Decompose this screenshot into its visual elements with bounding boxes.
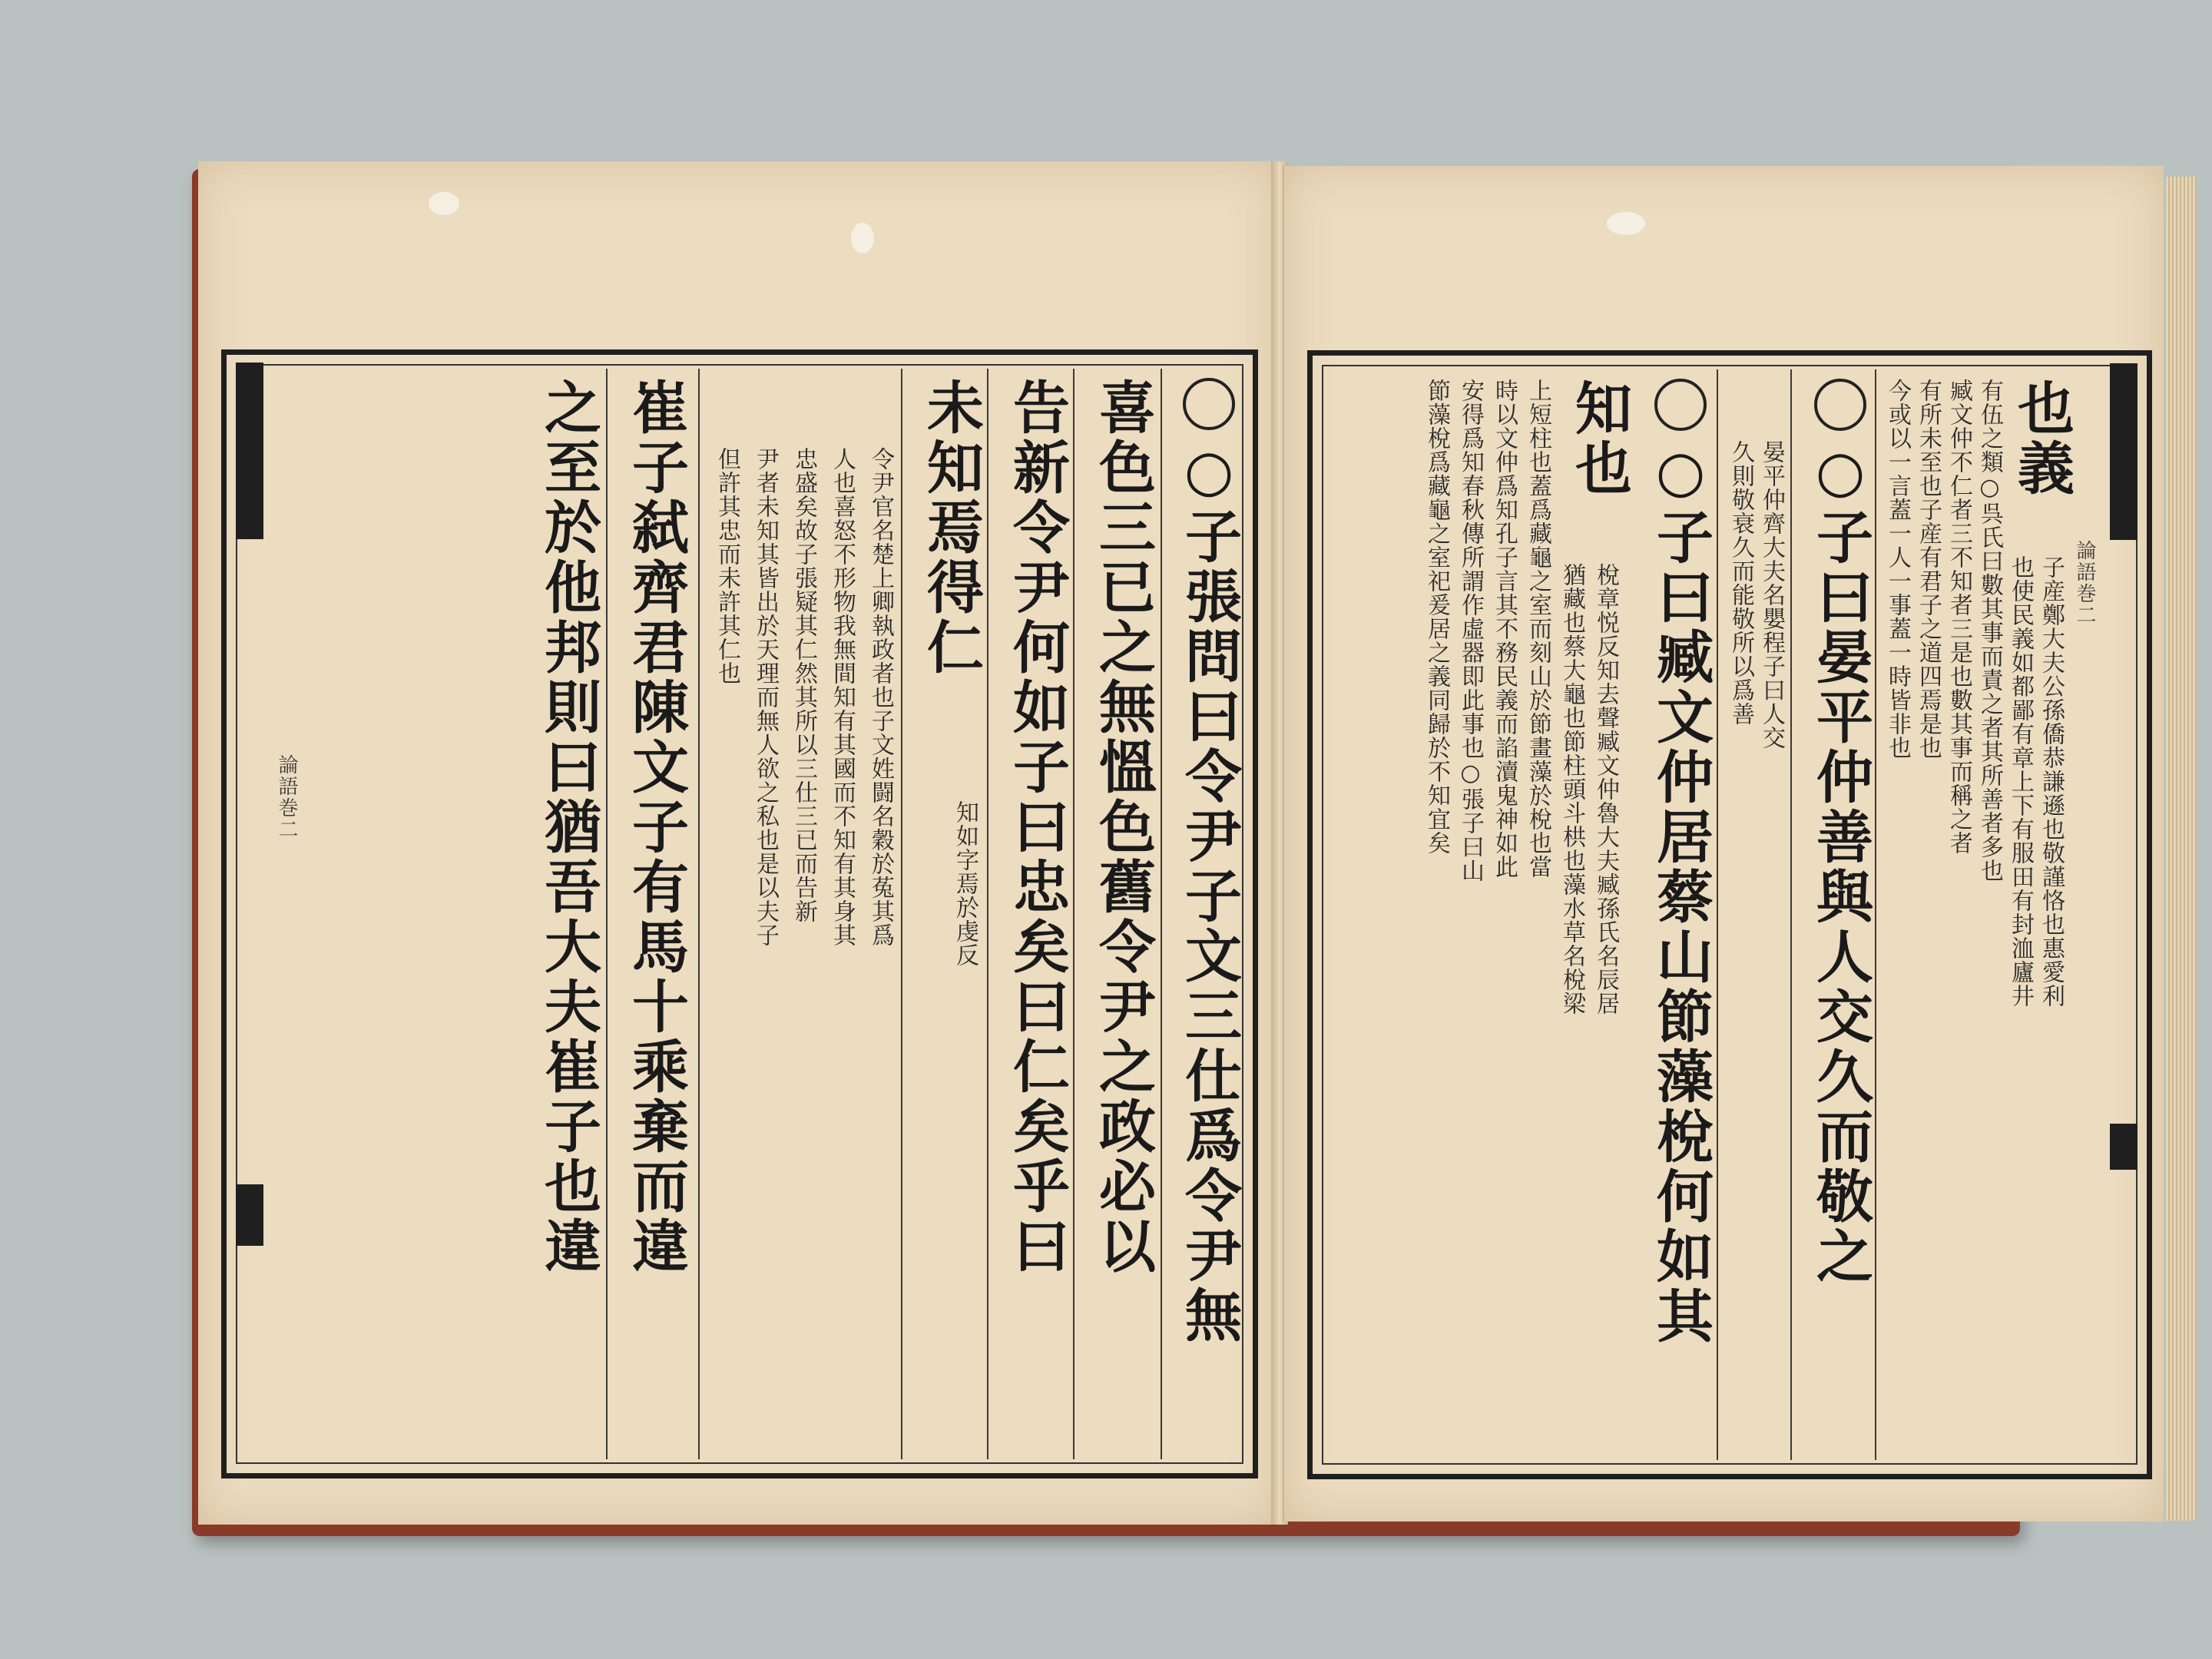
- column-rule: [1790, 369, 1792, 1460]
- column-rule: [606, 369, 608, 1459]
- paper-stain: [1607, 212, 1645, 235]
- paper-stain: [851, 223, 874, 253]
- column-rule: [987, 369, 988, 1459]
- page-edges: [2166, 177, 2197, 1521]
- open-book: [192, 161, 2096, 1536]
- text-column: 也義: [2008, 379, 2075, 498]
- column-rule: [1073, 369, 1075, 1459]
- column-rule: [698, 369, 700, 1459]
- annotation-column: 令尹官名楚上卿執政者也子文姓闘名穀於菟其爲: [867, 447, 894, 947]
- margin-bar-mid: [236, 1184, 263, 1246]
- annotation-column: 節藻梲爲藏龜之室祀爰居之義同歸於不知宜矣: [1423, 379, 1450, 855]
- text-column: [1647, 379, 1714, 1451]
- annotation-column: 但許其忠而未許其仁也: [714, 447, 740, 685]
- text-column: 喜色三已之無慍色舊令尹之政必以: [1090, 378, 1156, 1277]
- annotation-column: 梲章悦反知去聲臧文仲魯大夫臧孫氏名辰居: [1592, 563, 1619, 1015]
- annotation-column: 時以文仲爲知孔子言其不務民義而諂瀆鬼神如此: [1491, 379, 1518, 879]
- text-column: [1176, 378, 1242, 1450]
- annotation-column: 有伍之類○呉氏曰數其事而責之者其所善者多也: [1976, 379, 2003, 882]
- annotation-column: 忠盛矣故子張疑其仁然其所以三仕三已而告新: [790, 447, 817, 923]
- annotation-column: 上短柱也蓋爲藏龜之室而刻山於節畫藻於梲也當: [1525, 379, 1551, 879]
- column-text: ○子張問曰令尹子文三仕爲令尹無: [1176, 438, 1242, 1346]
- annotation-column: 晏平仲齊大夫名嬰程子曰人交: [1758, 440, 1785, 750]
- text-column: 知也: [1566, 379, 1632, 498]
- text-column: 未知焉得仁: [918, 378, 984, 677]
- annotation-column: 臧文仲不仁者三不知者三是也數其事而稱之者: [1945, 379, 1972, 855]
- column-text: ○子曰臧文仲居蔡山節藻梲何如其: [1647, 439, 1714, 1346]
- margin-bar-top: [2110, 363, 2137, 540]
- text-column: 告新令尹何如子曰忠矣曰仁矣乎曰: [1004, 378, 1070, 1277]
- paragraph-circle-icon: [1814, 379, 1866, 431]
- right-text-frame: [1307, 350, 2152, 1479]
- left-text-frame: [221, 349, 1258, 1479]
- text-column: [1807, 379, 1873, 1451]
- annotation-column: 人也喜怒不形物我無間知有其國而不知有其身其: [829, 447, 856, 947]
- margin-title: 論語巻二: [275, 754, 298, 840]
- column-rule: [901, 369, 902, 1459]
- column-rule: [1717, 369, 1718, 1460]
- column-rule: [1161, 369, 1162, 1459]
- margin-bar-mid: [2110, 1124, 2137, 1170]
- margin-title: 論語巻二: [2073, 540, 2096, 626]
- annotation-column: 知如字焉於虔反: [952, 800, 979, 967]
- right-page: [1283, 166, 2164, 1522]
- annotation-column: 安得爲知春秋傳所謂作虛器即此事也○張子曰山: [1457, 379, 1484, 882]
- column-text: ○子曰晏平仲善與人交久而敬之: [1807, 439, 1873, 1286]
- left-page: [198, 161, 1279, 1525]
- annotation-column: 子産鄭大夫公孫僑恭謙遜也敬謹恪也惠愛利: [2038, 555, 2065, 1008]
- margin-bar-top: [236, 363, 263, 539]
- paragraph-circle-icon: [1183, 378, 1235, 430]
- paragraph-circle-icon: [1654, 379, 1707, 431]
- text-column: 崔子弑齊君陳文子有馬十乘棄而違: [623, 378, 689, 1277]
- annotation-column: 猶藏也蔡大龜也節柱頭斗栱也藻水草名梲梁: [1558, 563, 1585, 1015]
- annotation-column: 有所未至也子産有君子之道四焉是也: [1915, 379, 1942, 760]
- paper-stain: [429, 192, 459, 215]
- text-column: 之至於他邦則曰猶吾大夫崔子也違: [535, 378, 601, 1277]
- annotation-column: 久則敬衰久而能敬所以爲善: [1727, 440, 1754, 726]
- annotation-column: 也使民義如都鄙有章上下有服田有封洫廬井: [2007, 555, 2034, 1008]
- column-rule: [1875, 369, 1876, 1460]
- annotation-column: 今或以一言蓋一人一事蓋一時皆非也: [1884, 379, 1911, 760]
- annotation-column: 尹者未知其皆出於天理而無人欲之私也是以夫子: [752, 447, 779, 947]
